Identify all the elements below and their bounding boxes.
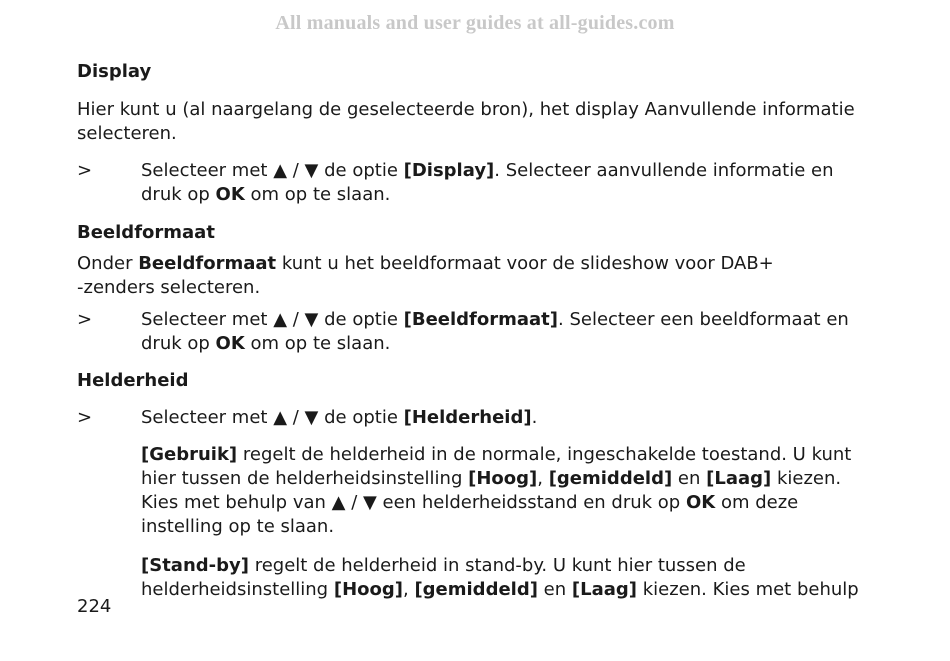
- heading-display: Display: [77, 61, 152, 82]
- watermark: All manuals and user guides at all-guides.com: [275, 12, 675, 34]
- step-text: Selecteer met ▲ / ▼ de optie [Display]. Selecteer aanvullende informatie en druk op OK om op te slaan.: [141, 160, 834, 205]
- heading-helderheid: Helderheid: [77, 370, 189, 391]
- heading-beeldformaat: Beeldformaat: [77, 222, 215, 243]
- gebruik-paragraph: [Gebruik] regelt de helderheid in de normale, ingeschakelde toestand. U kunt hier tussen de helderheidsinstelling [Hoog], [gemiddeld] en [Laag] kiezen. Kies met behulp van ▲ / ▼ een helderheidsstand en druk op OK om deze instelling op te slaan.: [141, 444, 852, 537]
- page-number: 224: [77, 596, 112, 617]
- step-text: Selecteer met ▲ / ▼ de optie [Helderheid].: [141, 407, 538, 428]
- step-marker: >: [77, 309, 93, 330]
- beeldformaat-intro: Onder Beeldformaat kunt u het beeldformaat voor de slideshow voor DAB+ -zenders selecteren.: [77, 253, 774, 298]
- display-intro: Hier kunt u (al naargelang de geselecteerde bron), het display Aanvullende informatie selecteren.: [77, 99, 855, 144]
- standby-paragraph: [Stand-by] regelt de helderheid in stand-by. U kunt hier tussen de helderheidsinstelling [Hoog], [gemiddeld] en [Laag] kiezen. Kies met behulp: [141, 555, 859, 600]
- step-marker: >: [77, 160, 93, 181]
- step-text: Selecteer met ▲ / ▼ de optie [Beeldformaat]. Selecteer een beeldformaat en druk op OK om op te slaan.: [141, 309, 849, 354]
- step-marker: >: [77, 407, 93, 428]
